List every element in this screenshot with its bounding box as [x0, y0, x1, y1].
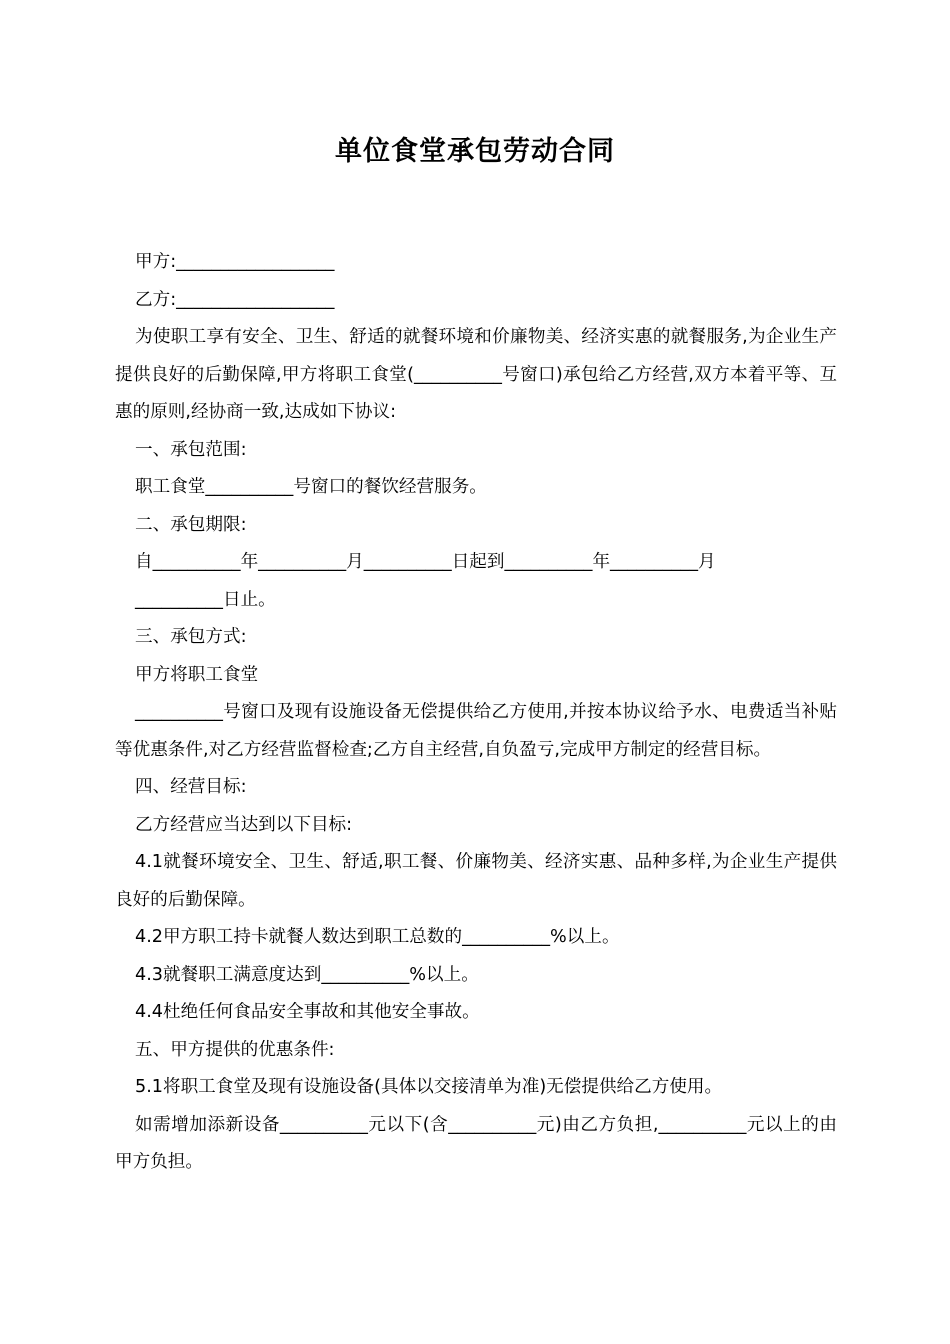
target-4-4: 4.4杜绝任何食品安全事故和其他安全事故。 [135, 1002, 480, 1022]
section-2-period-end: __________日止。 [135, 589, 276, 610]
party-a-line: 甲方:__________________ [135, 252, 335, 272]
section-3-text: __________号窗口及现有设施设备无偿提供给乙方使用,并按本协议给予水、电费适当补贴等优惠条件,对乙方经营监督检查;乙方自主经营,自负盈亏,完成甲方制定的经营目标。 [115, 702, 837, 760]
condition-equipment: 如需增加添新设备__________元以下(含__________元)由乙方负担,__________元以上的由甲方负担。 [115, 1114, 837, 1172]
party-b-line: 乙方:__________________ [135, 289, 335, 310]
condition-5-1: 5.1将职工食堂及现有设施设备(具体以交接清单为准)无偿提供给乙方使用。 [135, 1077, 723, 1097]
section-2-period-line: 自__________年__________月__________日起到__________年__________月 [135, 552, 716, 572]
target-4-2: 4.2甲方职工持卡就餐人数达到职工总数的__________%以上。 [135, 927, 620, 947]
section-4-intro: 乙方经营应当达到以下目标: [135, 814, 353, 835]
section-5-heading: 五、甲方提供的优惠条件: [135, 1039, 335, 1060]
section-1-heading: 一、承包范围: [135, 439, 247, 460]
document-body [115, 244, 837, 1182]
target-4-3: 4.3就餐职工满意度达到__________%以上。 [135, 964, 479, 985]
target-4-1: 4.1就餐环境安全、卫生、舒适,职工餐、价廉物美、经济实惠、品种多样,为企业生产提供良好的后勤保障。 [115, 852, 837, 910]
section-4-heading: 四、经营目标: [135, 777, 247, 797]
preamble-paragraph: 为使职工享有安全、卫生、舒适的就餐环境和价廉物美、经济实惠的就餐服务,为企业生产提供良好的后勤保障,甲方将职工食堂(__________号窗口)承包给乙方经营,双方本着平等、互惠的原则,经协商一致,达成如下协议: [115, 327, 837, 422]
section-1-text: 职工食堂__________号窗口的餐饮经营服务。 [135, 477, 487, 497]
section-2-heading: 二、承包期限: [135, 514, 247, 535]
section-3-text-intro: 甲方将职工食堂 [135, 664, 259, 685]
section-3-heading: 三、承包方式: [135, 627, 247, 647]
document-title: 单位食堂承包劳动合同 [335, 136, 615, 167]
